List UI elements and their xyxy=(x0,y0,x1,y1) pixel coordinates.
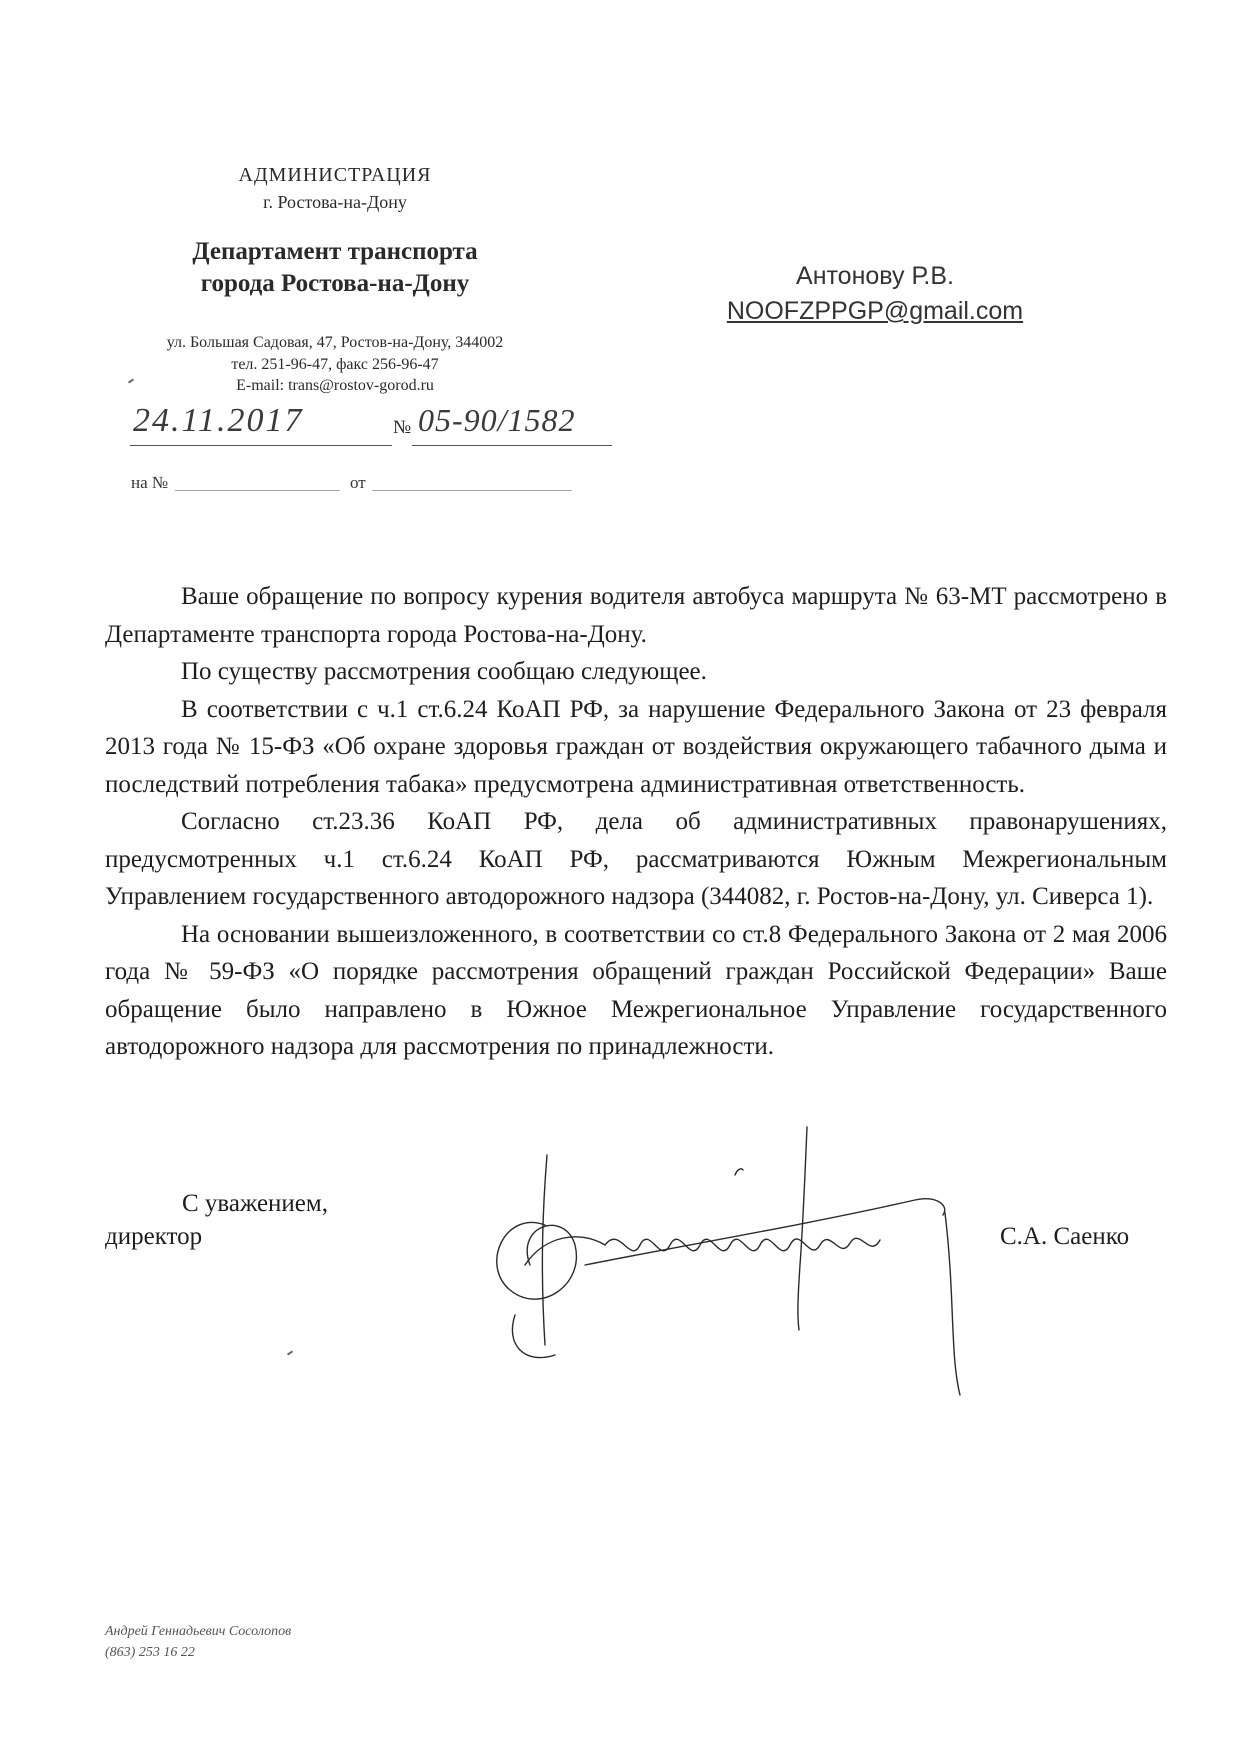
body-paragraph: Ваше обращение по вопросу курения водителя автобуса маршрута № 63-МТ рассмотрено в Департаменте транспорта города Ростова-на-Дону. xyxy=(105,583,1167,648)
letterhead-address: ул. Большая Садовая, 47, Ростов-на-Дону, 344002 xyxy=(166,334,504,351)
body-paragraph: В соответствии с ч.1 ст.6.24 КоАП РФ, за нарушение Федерального Закона от 23 февраля 2013 года № 15-ФЗ «Об охране здоровья граждан от воздействия окружающего табачного дыма и последствий потребления табака» предусмотрена административная ответственность. xyxy=(105,695,1167,798)
executor-phone: (863) 253 16 22 xyxy=(105,1645,195,1660)
letter-body xyxy=(105,578,1167,1066)
closing-position: директор xyxy=(105,1223,203,1250)
letterhead-phone-fax: тел. 251-96-47, факс 256-96-47 xyxy=(231,356,439,373)
registration-number-label: № xyxy=(393,417,412,438)
date-underline xyxy=(130,445,392,446)
from-label: от xyxy=(350,473,366,492)
number-underline xyxy=(412,445,612,446)
reply-to-underline xyxy=(175,490,340,491)
body-paragraph: Согласно ст.23.36 КоАП РФ, дела об административных правонарушениях, предусмотренных ч.1 ст.6.24 КоАП РФ, рассматриваются Южным Межрегиональным Управлением государственного автодорожного надзора (344082, г. Ростов-на-Дону, ул. Сиверса 1). xyxy=(105,808,1167,910)
executor-name: Андрей Геннадьевич Сосолопов xyxy=(105,1624,292,1639)
closing-greeting: С уважением, xyxy=(182,1190,328,1217)
reply-to-label: на № xyxy=(131,473,169,492)
scan-speck xyxy=(287,1350,293,1355)
letterhead-email: E-mail: trans@rostov-gorod.ru xyxy=(236,377,434,394)
letterhead-city: г. Ростова-на-Дону xyxy=(263,192,407,212)
body-paragraph: На основании вышеизложенного, в соответствии со ст.8 Федерального Закона от 2 мая 2006 года № 59-ФЗ «О порядке рассмотрения обращений граждан Российской Федерации» Ваше обращение было направлено в Южное Межрегиональное Управление государственного автодорожного надзора для рассмотрения по принадлежности. xyxy=(105,920,1167,1060)
recipient-email: NOOFZPPGP@gmail.com xyxy=(726,297,1024,325)
body-paragraph: По существу рассмотрения сообщаю следующее. xyxy=(181,658,707,685)
recipient-name: Антонову Р.В. xyxy=(796,262,954,290)
letterhead-department-city: города Ростова-на-Дону xyxy=(200,270,470,297)
registration-number: 05-90/1582 xyxy=(418,402,576,438)
letterhead-department: Департамент транспорта xyxy=(192,238,478,265)
registration-date: 24.11.2017 xyxy=(133,402,304,439)
signer-name: С.А. Саенко xyxy=(1000,1223,1130,1250)
from-underline xyxy=(372,490,572,491)
letterhead-org: АДМИНИСТРАЦИЯ xyxy=(238,164,432,186)
handwritten-signature xyxy=(485,1115,1005,1415)
